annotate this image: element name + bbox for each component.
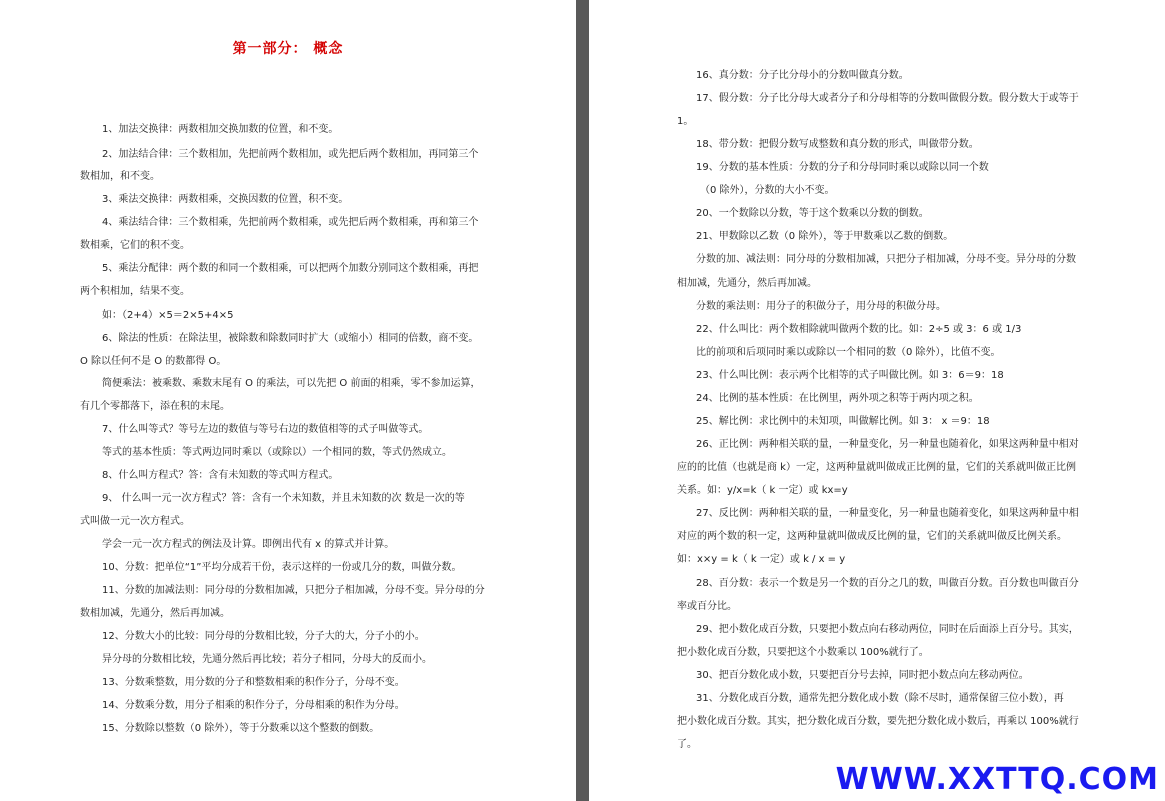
text-line: 21、甲数除以乙数（0 除外），等于甲数乘以乙数的倒数。 bbox=[696, 231, 954, 242]
text-line: 1。 bbox=[677, 116, 694, 127]
text-line: 如：（2+4）×5＝2×5+4×5 bbox=[102, 310, 234, 321]
text-line: 关系。如：y/x=k（ k 一定）或 kx=y bbox=[677, 485, 848, 496]
text-line: 有几个零都落下，添在积的末尾。 bbox=[80, 401, 230, 412]
text-line: 如：x×y = k（ k 一定）或 k / x = y bbox=[677, 554, 846, 565]
text-line: 29、把小数化成百分数，只要把小数点向右移动两位，同时在后面添上百分号。其实， bbox=[696, 624, 1079, 635]
text-line: O 除以任何不是 O 的数都得 O。 bbox=[80, 356, 227, 367]
text-line: 率或百分比。 bbox=[677, 601, 737, 612]
text-line: 8、什么叫方程式？答：含有未知数的等式叫方程式。 bbox=[102, 470, 339, 481]
page-title: 第一部分： 概念 bbox=[232, 41, 344, 57]
text-line: 数相乘，它们的积不变。 bbox=[80, 240, 190, 251]
text-line: 式叫做一元一次方程式。 bbox=[80, 516, 190, 527]
text-line: 24、比例的基本性质：在比例里，两外项之积等于两内项之积。 bbox=[696, 393, 979, 404]
watermark-logo: WWW.XXTTQ.COM bbox=[835, 762, 1159, 797]
text-line: 3、乘法交换律：两数相乘，交换因数的位置，积不变。 bbox=[102, 194, 349, 205]
text-line: 数相加减，先通分，然后再加减。 bbox=[80, 608, 230, 619]
text-line: 对应的两个数的积一定，这两种量就叫做成反比例的量，它们的关系就叫做反比例关系。 bbox=[677, 531, 1067, 542]
text-line: 30、把百分数化成小数，只要把百分号去掉，同时把小数点向左移动两位。 bbox=[696, 670, 1029, 681]
text-line: 25、解比例：求比例中的未知项，叫做解比例。如 3： x ＝9：18 bbox=[696, 416, 990, 427]
left-page bbox=[0, 0, 576, 801]
text-line: 学会一元一次方程式的例法及计算。即例出代有 x 的算式并计算。 bbox=[102, 539, 395, 550]
text-line: 分数的加、减法则：同分母的分数相加减，只把分子相加减，分母不变。异分母的分数 bbox=[696, 254, 1076, 265]
text-line: 23、什么叫比例：表示两个比相等的式子叫做比例。如 3：6＝9：18 bbox=[696, 370, 1004, 381]
text-line: 简便乘法：被乘数、乘数末尾有 O 的乘法，可以先把 O 前面的相乘，零不参加运算， bbox=[102, 378, 481, 389]
right-page bbox=[589, 0, 1165, 801]
text-line: 15、分数除以整数（0 除外），等于分数乘以这个整数的倒数。 bbox=[102, 723, 380, 734]
text-line: 相加减，先通分，然后再加减。 bbox=[677, 278, 817, 289]
text-line: 两个积相加，结果不变。 bbox=[80, 286, 190, 297]
text-line: 9、 什么叫一元一次方程式？答：含有一个未知数，并且未知数的次 数是一次的等 bbox=[102, 493, 465, 504]
text-line: 2、加法结合律：三个数相加，先把前两个数相加，或先把后两个数相加，再同第三个 bbox=[102, 149, 479, 160]
text-line: 把小数化成百分数。其实，把分数化成百分数，要先把分数化成小数后，再乘以 100%就行 bbox=[677, 716, 1079, 727]
text-line: 28、百分数：表示一个数是另一个数的百分之几的数，叫做百分数。百分数也叫做百分 bbox=[696, 578, 1079, 589]
text-line: 应的的比值（也就是商 k）一定，这两种量就叫做成正比例的量，它们的关系就叫做正比例 bbox=[677, 462, 1076, 473]
text-line: 异分母的分数相比较，先通分然后再比较；若分子相同，分母大的反而小。 bbox=[102, 654, 432, 665]
text-line: 6、除法的性质：在除法里，被除数和除数同时扩大（或缩小）相同的倍数，商不变。 bbox=[102, 333, 479, 344]
text-line: 7、什么叫等式？等号左边的数值与等号右边的数值相等的式子叫做等式。 bbox=[102, 424, 429, 435]
text-line: 20、一个数除以分数，等于这个数乘以分数的倒数。 bbox=[696, 208, 929, 219]
text-line: 17、假分数：分子比分母大或者分子和分母相等的分数叫做假分数。假分数大于或等于 bbox=[696, 93, 1079, 104]
text-line: 等式的基本性质：等式两边同时乘以（或除以）一个相同的数，等式仍然成立。 bbox=[102, 447, 452, 458]
text-line: 18、带分数：把假分数写成整数和真分数的形式，叫做带分数。 bbox=[696, 139, 979, 150]
text-line: 10、分数：把单位“1”平均分成若干份，表示这样的一份或几分的数，叫做分数。 bbox=[102, 562, 462, 573]
text-line: 把小数化成百分数，只要把这个小数乘以 100%就行了。 bbox=[677, 647, 929, 658]
text-line: 19、分数的基本性质：分数的分子和分母同时乘以或除以同一个数 bbox=[696, 162, 989, 173]
text-line: 16、真分数：分子比分母小的分数叫做真分数。 bbox=[696, 70, 909, 81]
text-line: 1、加法交换律：两数相加交换加数的位置，和不变。 bbox=[102, 124, 339, 135]
text-line: 了。 bbox=[677, 739, 697, 750]
text-line: （0 除外），分数的大小不变。 bbox=[700, 185, 835, 196]
text-line: 22、什么叫比：两个数相除就叫做两个数的比。如：2÷5 或 3：6 或 1/3 bbox=[696, 324, 1022, 335]
text-line: 数相加，和不变。 bbox=[80, 171, 160, 182]
text-line: 11、分数的加减法则：同分母的分数相加减，只把分子相加减，分母不变。异分母的分 bbox=[102, 585, 485, 596]
text-line: 比的前项和后项同时乘以或除以一个相同的数（0 除外），比值不变。 bbox=[696, 347, 1001, 358]
text-line: 分数的乘法则：用分子的积做分子，用分母的积做分母。 bbox=[696, 301, 946, 312]
text-line: 5、乘法分配律：两个数的和同一个数相乘，可以把两个加数分别同这个数相乘，再把 bbox=[102, 263, 479, 274]
text-line: 12、分数大小的比较：同分母的分数相比较，分子大的大，分子小的小。 bbox=[102, 631, 425, 642]
text-line: 27、反比例：两种相关联的量，一种量变化，另一种量也随着变化，如果这两种量中相 bbox=[696, 508, 1079, 519]
text-line: 14、分数乘分数，用分子相乘的积作分子，分母相乘的积作为分母。 bbox=[102, 700, 405, 711]
text-line: 4、乘法结合律：三个数相乘，先把前两个数相乘，或先把后两个数相乘，再和第三个 bbox=[102, 217, 479, 228]
text-line: 26、正比例：两种相关联的量，一种量变化，另一种量也随着化，如果这两种量中相对 bbox=[696, 439, 1079, 450]
page-divider bbox=[576, 0, 589, 801]
text-line: 31、分数化成百分数，通常先把分数化成小数（除不尽时，通常保留三位小数），再 bbox=[696, 693, 1064, 704]
text-line: 13、分数乘整数，用分数的分子和整数相乘的积作分子，分母不变。 bbox=[102, 677, 405, 688]
